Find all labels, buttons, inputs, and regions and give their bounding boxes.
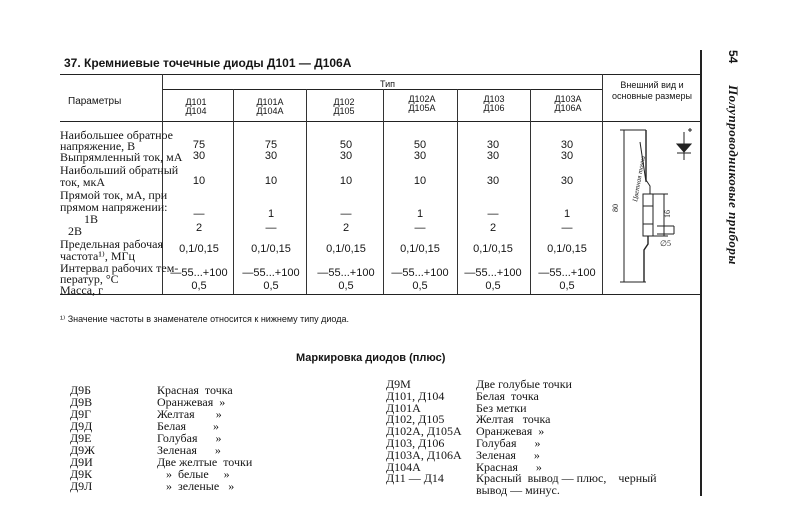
value-voltage: 50 [413,139,427,151]
marking-description: Без метки [476,400,527,415]
value-fwd-2v: — [265,222,277,234]
diode-outline-drawing [604,122,699,292]
marking-description: Красный вывод — плюс, черный [476,471,657,486]
marking-description: » белые » [157,467,230,481]
value-temp: —55...+100 [170,267,228,279]
value-fwd-1v: 1 [267,208,275,220]
param-line: ператур, °С [60,272,119,286]
value-mass: 0,5 [485,280,501,292]
value-freq: 0,1/0,15 [326,243,366,255]
marking-code: Д103А, Д106А [386,447,462,462]
col-divider-2 [306,89,307,294]
marking-code: Д9Л [70,479,93,493]
col-head-6: Д103А Д106А [554,94,582,113]
param-line: Предельная рабочая [60,237,163,251]
drawing-dot-label: Цветная точка [631,155,648,203]
value-voltage: 30 [486,139,500,151]
value-mass: 0,5 [412,280,428,292]
value-voltage: 50 [339,139,353,151]
value-fwd-2v: 2 [342,222,350,234]
value-current: 30 [560,150,574,162]
param-line: Наибольший обратный [60,163,179,177]
value-current: 30 [264,150,278,162]
table-footnote: ¹⁾ Значение частоты в знаменателе относится к нижнему типу диода. [60,314,349,324]
value-voltage: 75 [192,139,206,151]
col-divider-5 [530,89,531,294]
marking-description: Желтая точка [476,412,551,427]
value-freq: 0,1/0,15 [179,243,219,255]
marking-code: Д104А [386,459,421,474]
value-freq: 0,1/0,15 [547,243,587,255]
value-current: 30 [339,150,353,162]
table-title: 37. Кремниевые точечные диоды Д101 — Д106А [64,56,352,70]
col-head-3: Д102 Д105 [333,97,355,116]
value-reverse: 10 [339,175,353,187]
marking-description: Две желтые точки [157,455,253,469]
value-current: 30 [413,150,427,162]
col-head-2: Д101А Д104А [256,97,284,116]
param-line: Выпрямленный ток, мА [60,150,183,164]
col-divider-6 [602,74,603,294]
value-temp: —55...+100 [242,267,300,279]
marking-description: Белая » [157,419,220,433]
drawing-body-label: 16 [663,210,672,218]
marking-code: Д102А, Д105А [386,424,462,439]
param-line: Наибольшее обратное [60,128,173,142]
param-line: напряжение, В [60,139,136,153]
marking-description: Оранжевая » [157,395,226,409]
col-head-5: Д103 Д106 [483,94,505,113]
param-line: 1В [84,212,99,226]
marking-code: Д101, Д104 [386,388,445,403]
value-current: 30 [486,150,500,162]
value-fwd-1v: 1 [563,208,571,220]
value-freq: 0,1/0,15 [251,243,291,255]
marking-title: Маркировка диодов (плюс) [296,352,446,364]
table-bottom-rule [60,294,700,295]
marking-code: Д102, Д105 [386,412,445,427]
marking-description: вывод — минус. [476,483,560,498]
side-header [722,50,742,370]
value-current: 30 [192,150,206,162]
param-line: частота¹⁾, МГц [60,249,135,263]
marking-code: Д9И [70,455,93,469]
value-reverse: 10 [264,175,278,187]
value-temp: —55...+100 [464,267,522,279]
param-line: Прямой ток, мА, при [60,188,168,202]
col-divider-3 [383,89,384,294]
value-temp: —55...+100 [317,267,375,279]
value-mass: 0,5 [191,280,207,292]
marking-description: Голубая » [476,436,541,450]
value-fwd-2v: — [414,222,426,234]
marking-code: Д101А [386,400,421,415]
col-divider-1 [233,89,234,294]
value-fwd-2v: 2 [195,222,203,234]
value-freq: 0,1/0,15 [473,243,513,255]
type-header: Тип [380,79,396,89]
value-fwd-1v: — [193,208,205,220]
value-fwd-2v: — [561,222,573,234]
col-divider-4 [457,89,458,294]
marking-description: Красная » [476,459,542,474]
view-header: Внешний вид и основные размеры [612,80,692,101]
value-mass: 0,5 [338,280,354,292]
value-fwd-1v: — [487,208,499,220]
marking-description: Зеленая » [476,447,540,462]
col-head-4: Д102А Д105А [408,94,436,113]
marking-description: Белая точка [476,388,539,403]
marking-code: Д11 — Д14 [386,471,444,486]
marking-code: Д9В [70,395,93,409]
marking-code: Д9Е [70,431,92,445]
value-temp: —55...+100 [538,267,596,279]
value-freq: 0,1/0,15 [400,243,440,255]
param-line: прямом напряжении: [60,200,168,214]
marking-code: Д9Г [70,407,92,421]
value-reverse: 30 [560,175,574,187]
marking-code: Д9Ж [70,443,95,457]
marking-code: Д9Б [70,383,92,397]
marking-code: Д9Д [70,419,93,433]
col-head-1: Д101 Д104 [185,97,207,116]
param-header: Параметры [68,96,122,107]
param-line: 2В [68,224,83,238]
marking-description: Две голубые точки [476,377,572,391]
value-mass: 0,5 [559,280,575,292]
marking-description: Оранжевая » [476,424,545,439]
drawing-diam-label: ∅5 [660,239,671,248]
param-line: Масса, г [60,283,104,297]
page-number: 54 [726,50,740,64]
marking-code: Д103, Д106 [386,436,445,450]
param-line: ток, мкА [60,175,106,189]
param-line: Интервал рабочих тем- [60,261,179,275]
marking-description: Желтая » [157,407,222,421]
marking-code: Д9К [70,467,93,481]
marking-code: Д9М [386,377,411,391]
type-subhead-rule [162,89,602,90]
marking-description: Красная точка [157,383,233,397]
value-voltage: 75 [264,139,278,151]
marking-description: Голубая » [157,431,222,445]
marking-description: Зеленая » [157,443,221,457]
marking-description: » зеленые » [157,479,235,493]
value-fwd-1v: — [340,208,352,220]
value-temp: —55...+100 [391,267,449,279]
value-fwd-1v: 1 [416,208,424,220]
side-title: Полупроводниковые приборы [726,85,741,266]
value-reverse: 30 [486,175,500,187]
drawing-length-label: 80 [611,204,620,212]
value-reverse: 10 [413,175,427,187]
table-top-rule [60,74,700,75]
value-fwd-2v: 2 [489,222,497,234]
value-voltage: 30 [560,139,574,151]
value-mass: 0,5 [263,280,279,292]
value-reverse: 10 [192,175,206,187]
right-border [700,50,702,496]
